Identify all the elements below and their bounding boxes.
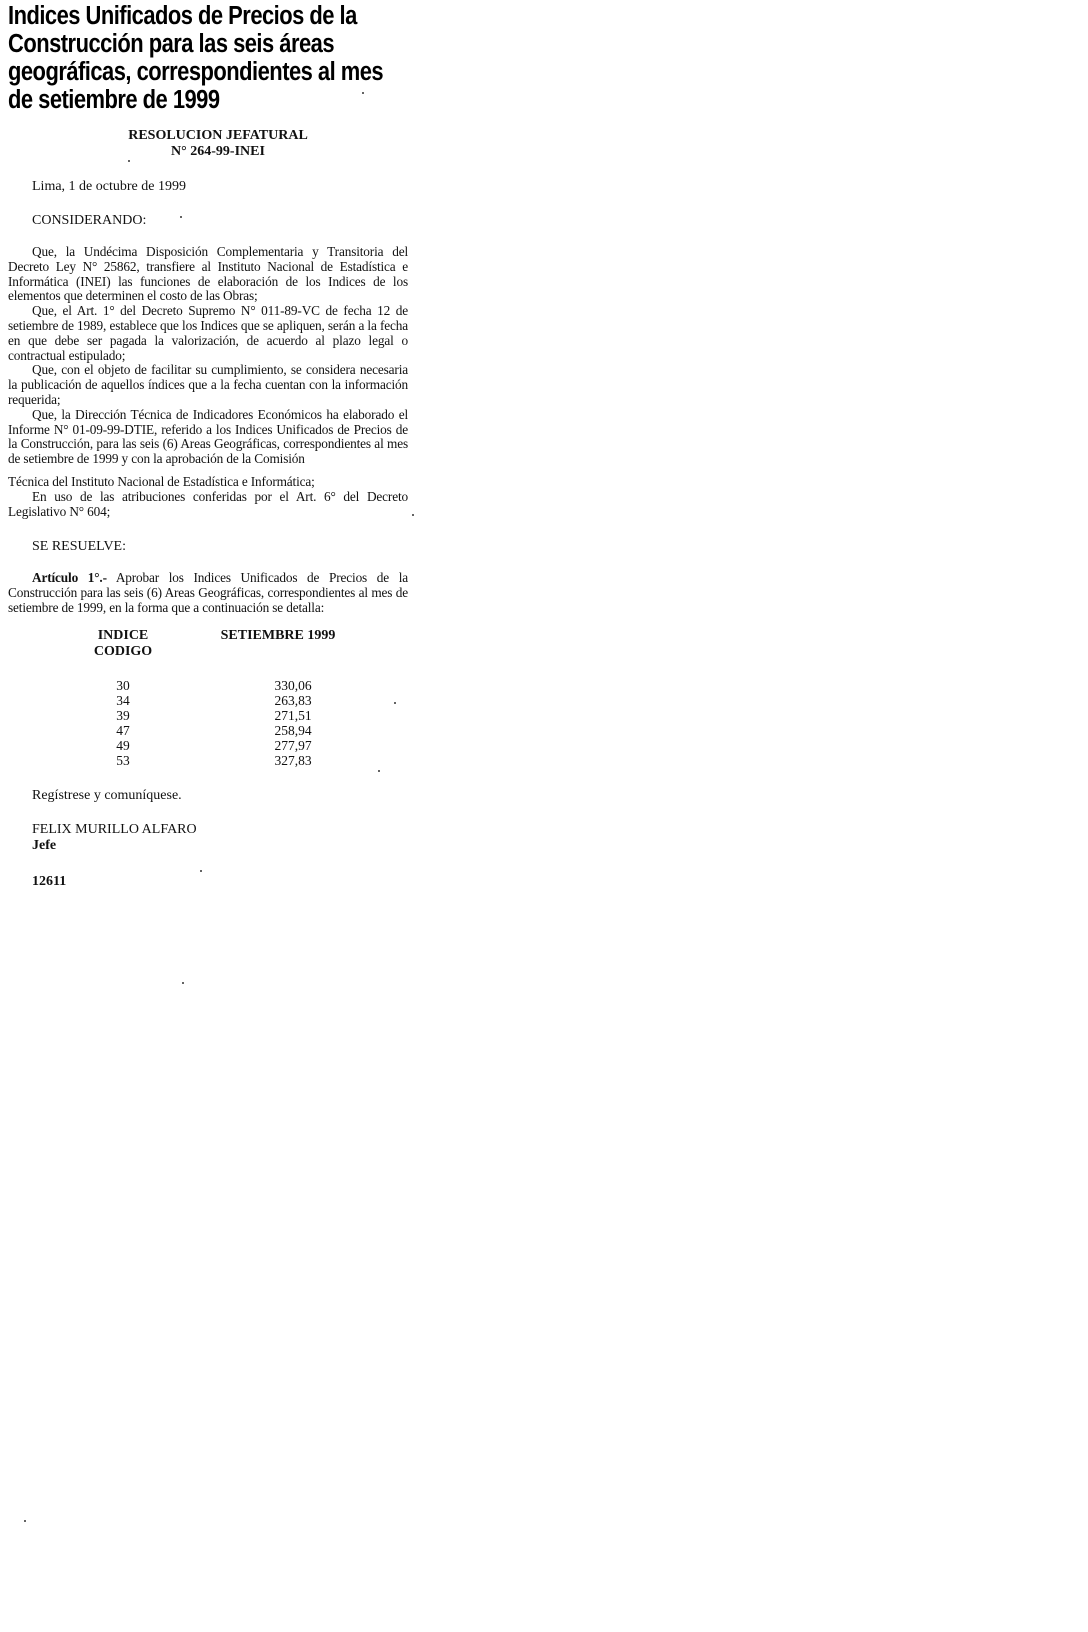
index-code: 47 — [116, 722, 130, 738]
scan-speck — [180, 216, 182, 218]
reference-number: 12611 — [32, 873, 67, 889]
index-code: 53 — [116, 752, 130, 768]
considerando-heading: CONSIDERANDO: — [32, 213, 147, 228]
scan-speck — [394, 702, 396, 704]
scan-speck — [182, 982, 184, 984]
index-value: 258,94 — [274, 722, 312, 738]
scan-speck — [412, 514, 414, 516]
se-resuelve-heading: SE RESUELVE: — [32, 539, 126, 555]
document-column — [8, 0, 408, 890]
column-header-code — [78, 628, 168, 660]
index-code: 34 — [116, 692, 130, 708]
index-value: 277,97 — [274, 737, 312, 753]
closing-line: Regístrese y comuníquese. — [32, 787, 182, 803]
scan-speck — [362, 92, 364, 94]
index-table — [78, 628, 358, 768]
scan-speck — [24, 1520, 26, 1522]
index-value: 271,51 — [274, 707, 312, 723]
article-text: Aprobar los Indices Unificados de Precios de la Construcción para las seis (6) Areas Geográficas, correspondientes al mes de setiembre de 1999, en la forma que a continuación se detalla: — [8, 570, 408, 615]
table-row — [78, 738, 358, 753]
index-code: 39 — [116, 707, 130, 723]
paragraph: Que, con el objeto de facilitar su cumplimiento, se considera necesaria la publicación de aquellos índices que a la fecha cuentan con la información requerida; — [8, 362, 408, 407]
resolution-number: N° 264-99-INEI — [171, 144, 265, 159]
resolution-type: RESOLUCION JEFATURAL — [128, 128, 308, 143]
index-code: 30 — [116, 677, 130, 693]
index-code: 49 — [116, 737, 130, 753]
index-value: 263,83 — [274, 692, 312, 708]
paragraph: Que, la Dirección Técnica de Indicadores Económicos ha elaborado el Informe N° 01-09-99-DTIE, referido a los Indices Unificados de Precios de la Construcción, para las seis (6) Areas Geográficas, correspondientes al mes de setiembre de 1999 y con la aprobación de la Comisión — [8, 406, 408, 467]
header-code-line-2: CODIGO — [93, 643, 153, 659]
paragraph-continuation: Técnica del Instituto Nacional de Estadística e Informática; — [8, 473, 315, 489]
signature-block — [32, 822, 408, 854]
scan-speck — [378, 770, 380, 772]
article-1 — [8, 571, 408, 615]
resolution-title — [8, 128, 408, 160]
paragraph: Que, la Undécima Disposición Complementaria y Transitoria del Decreto Ley N° 25862, transfiere al Instituto Nacional de Estadística e Informática (INEI) las funciones de elaboración de los Indices de los elementos que determinen el costo de las Obras; — [8, 244, 408, 304]
scan-speck — [128, 160, 130, 162]
header-code-line-1: INDICE — [97, 627, 149, 643]
article-label: Artículo 1°.- — [32, 570, 107, 586]
index-value: 330,06 — [274, 677, 312, 693]
table-row — [78, 723, 358, 738]
document-headline: Indices Unificados de Precios de la Construcción para las seis áreas geográficas, correspondientes al mes de setiembre de 1999 — [8, 2, 384, 114]
considerando-body — [8, 245, 408, 519]
table-row — [78, 708, 358, 723]
index-value: 327,83 — [274, 752, 312, 768]
table-row — [78, 660, 358, 693]
signer-role: Jefe — [32, 837, 57, 853]
column-header-value: SETIEMBRE 1999 — [220, 627, 336, 643]
table-row — [78, 693, 358, 708]
table-row — [78, 753, 358, 768]
scan-speck — [200, 870, 202, 872]
date-line: Lima, 1 de octubre de 1999 — [32, 179, 186, 194]
signer-name: FELIX MURILLO ALFARO — [32, 821, 197, 837]
paragraph: En uso de las atribuciones conferidas por el Art. 6° del Decreto Legislativo N° 604; — [8, 488, 408, 519]
paragraph: Que, el Art. 1° del Decreto Supremo N° 011-89-VC de fecha 12 de setiembre de 1989, establece que los Indices que se apliquen, serán a la fecha en que debe ser pagada la valorización, de acuerdo al plazo legal o contractual estipulado; — [8, 303, 408, 363]
